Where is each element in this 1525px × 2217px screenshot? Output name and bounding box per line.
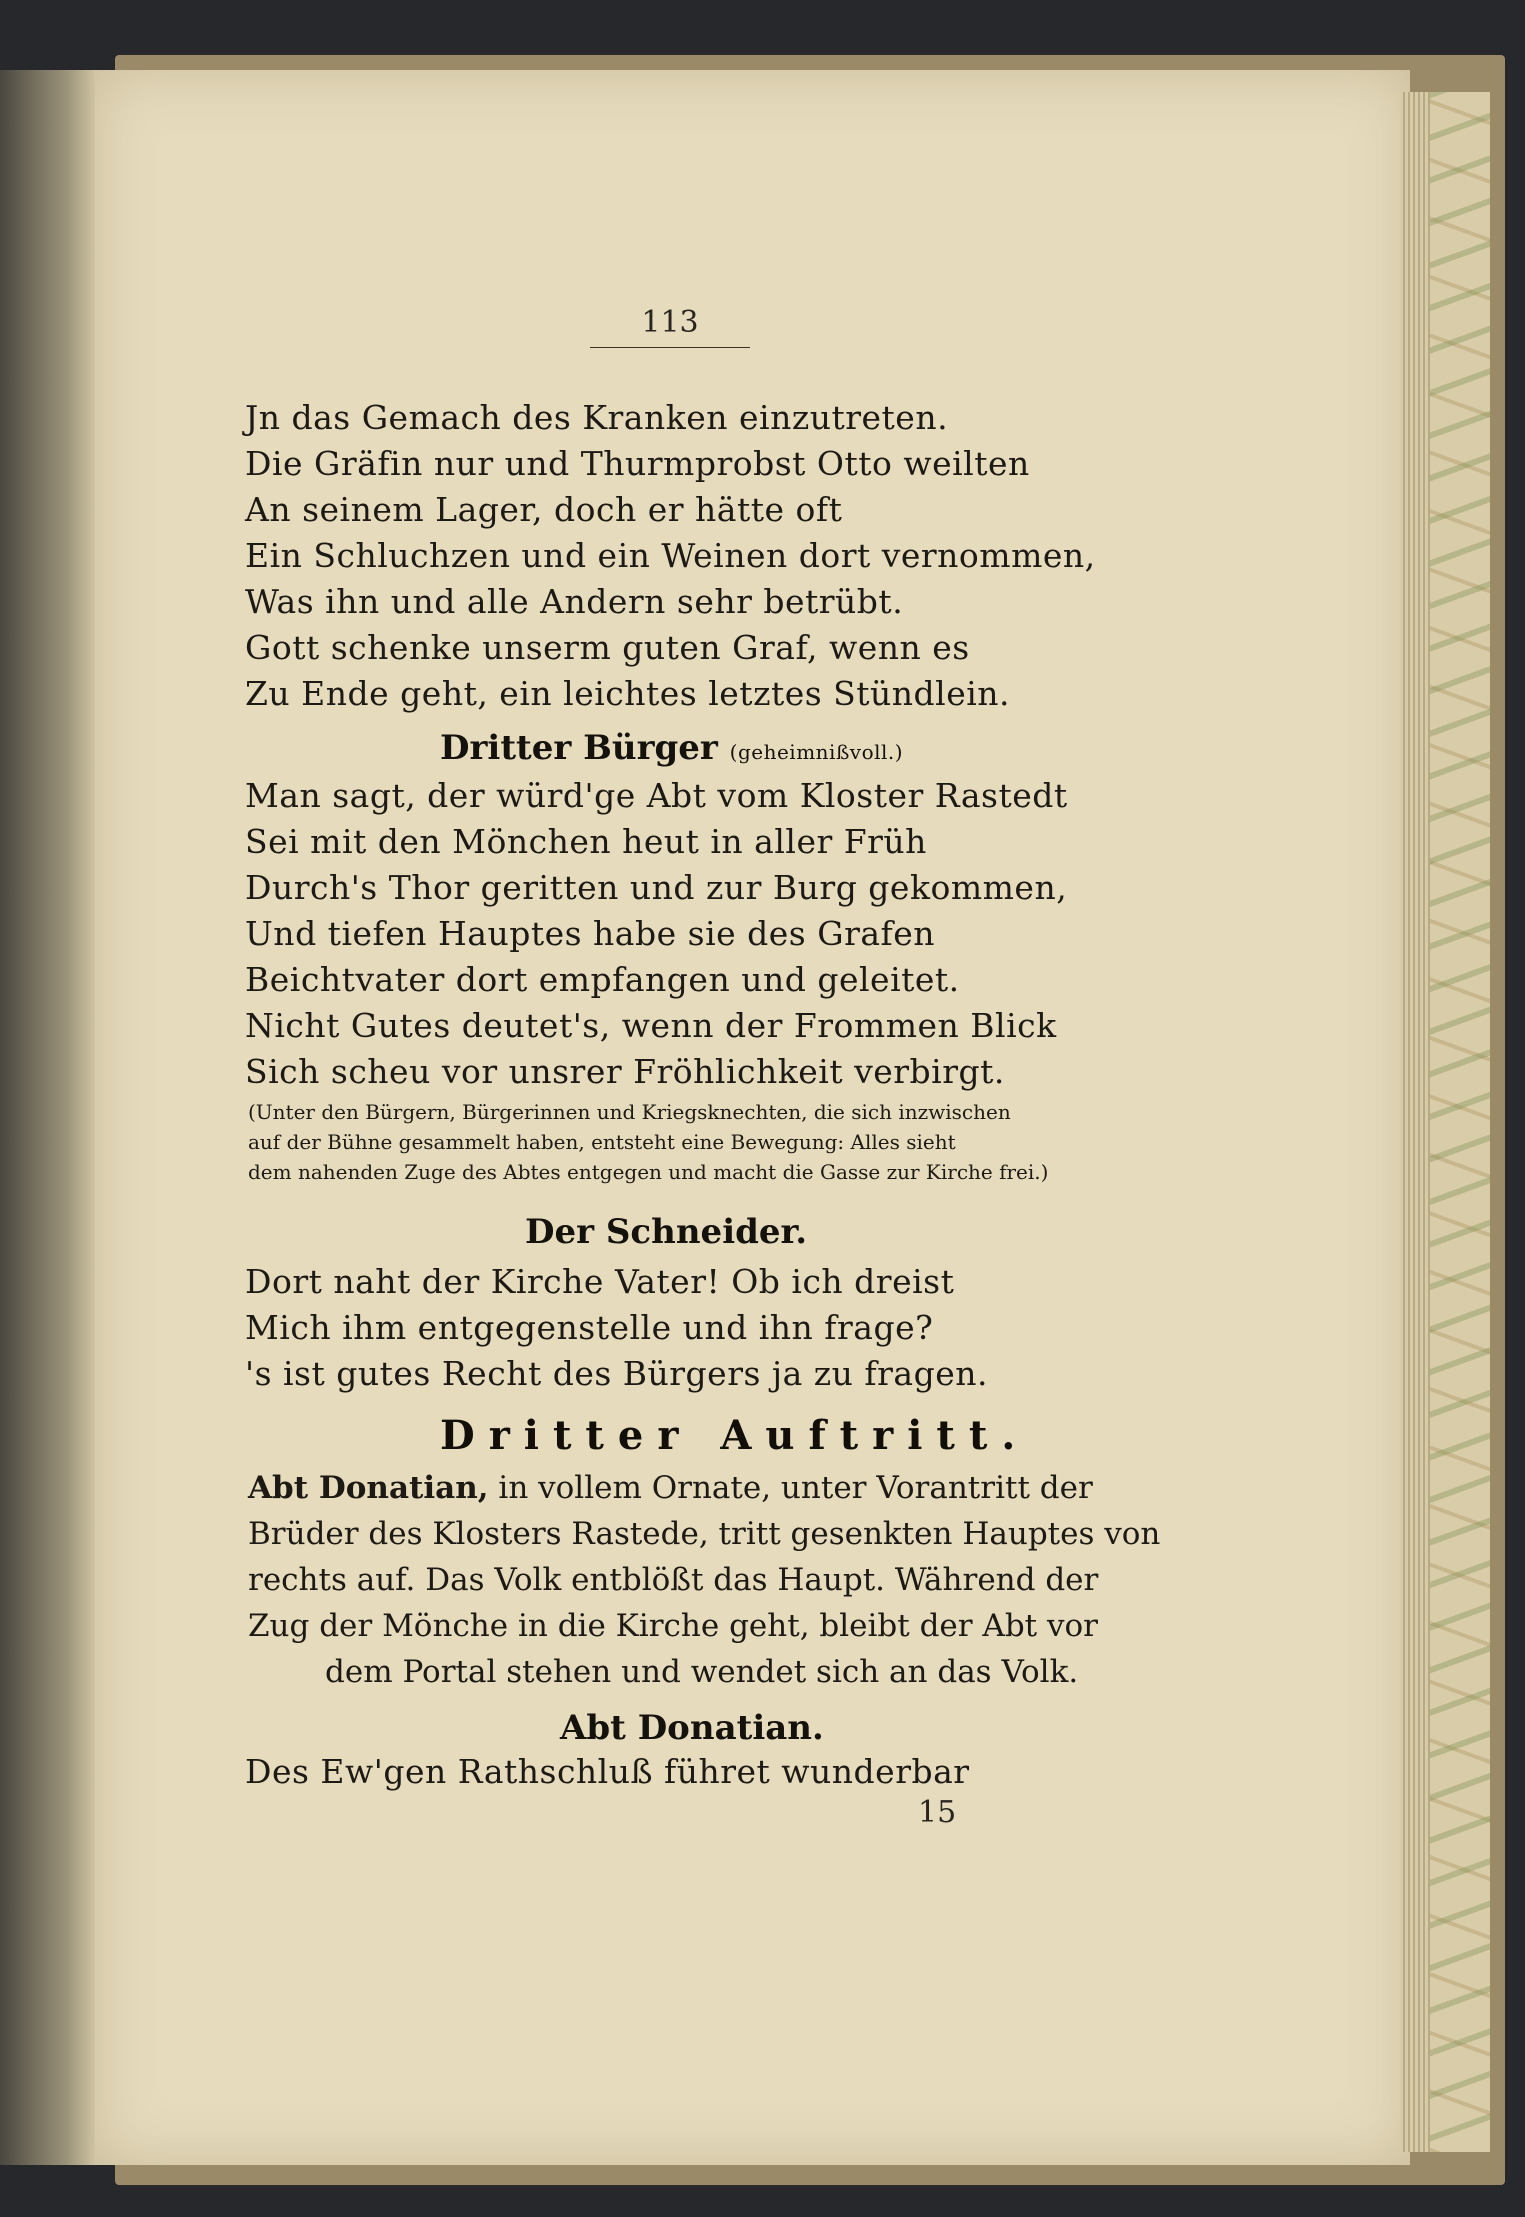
verse-line: Was ihn und alle Andern sehr betrübt. <box>245 582 904 621</box>
scene-description-line <box>248 1470 1093 1506</box>
scene-description-line: rechts auf. Das Volk entblößt das Haupt. Während der <box>248 1562 1099 1598</box>
verse-line: Und tiefen Hauptes habe sie des Grafen <box>245 914 936 953</box>
signature-mark: 15 <box>918 1795 957 1830</box>
stage-direction-line: (Unter den Bürgern, Bürgerinnen und Kriegsknechten, die sich inzwischen <box>248 1100 1011 1124</box>
speaker-name: Dritter Bürger <box>440 728 718 768</box>
scene-heading: Dritter Auftritt. <box>440 1412 1030 1459</box>
speaker-name: Der Schneider. <box>525 1212 808 1252</box>
verse-line: Gott schenke unserm guten Graf, wenn es <box>245 628 970 667</box>
verse-line: Man sagt, der würd'ge Abt vom Kloster Rastedt <box>245 776 1068 815</box>
binding-shadow <box>0 70 95 2165</box>
speaker-heading <box>560 1708 824 1748</box>
speaker-heading <box>525 1212 807 1252</box>
verse-line: Mich ihm entgegenstelle und ihn frage? <box>245 1308 934 1347</box>
page-number: 113 <box>641 305 699 340</box>
stage-direction-line: auf der Bühne gesammelt haben, entsteht eine Bewegung: Alles sieht <box>248 1130 956 1154</box>
scene-description-text: in vollem Ornate, unter Vorantritt der <box>488 1470 1093 1506</box>
stage-direction-line: dem nahenden Zuge des Abtes entgegen und macht die Gasse zur Kirche frei.) <box>248 1160 1049 1184</box>
speaker-aside: (geheimnißvoll.) <box>729 740 904 764</box>
verse-line: Sei mit den Mönchen heut in aller Früh <box>245 822 927 861</box>
verse-line: Die Gräfin nur und Thurmprobst Otto weilten <box>245 444 1030 483</box>
verse-line: Durch's Thor geritten und zur Burg gekommen, <box>245 868 1068 907</box>
scene-description-line: dem Portal stehen und wendet sich an das Volk. <box>325 1654 1079 1690</box>
verse-line: An seinem Lager, doch er hätte oft <box>245 490 843 529</box>
verse-line: Jn das Gemach des Kranken einzutreten. <box>245 398 949 437</box>
page-edges <box>1400 92 1430 2152</box>
page-number-rule <box>590 347 750 348</box>
verse-line: Sich scheu vor unsrer Fröhlichkeit verbirgt. <box>245 1052 1005 1091</box>
verse-line: Ein Schluchzen und ein Weinen dort vernommen, <box>245 536 1096 575</box>
verse-line: Dort naht der Kirche Vater! Ob ich dreist <box>245 1262 955 1301</box>
speaker-heading <box>440 728 903 768</box>
scene-description-line: Zug der Mönche in die Kirche geht, bleibt der Abt vor <box>248 1608 1098 1644</box>
verse-line: 's ist gutes Recht des Bürgers ja zu fragen. <box>245 1354 988 1393</box>
decorative-vine-border <box>1430 92 1490 2152</box>
verse-line: Des Ew'gen Rathschluß führet wunderbar <box>245 1752 970 1791</box>
character-name: Abt Donatian, <box>248 1470 489 1506</box>
verse-line: Beichtvater dort empfangen und geleitet. <box>245 960 960 999</box>
verse-line: Zu Ende geht, ein leichtes letztes Stündlein. <box>245 674 1011 713</box>
verse-line: Nicht Gutes deutet's, wenn der Frommen Blick <box>245 1006 1057 1045</box>
scene-description-line: Brüder des Klosters Rastede, tritt gesenkten Hauptes von <box>248 1516 1161 1552</box>
speaker-name: Abt Donatian. <box>560 1708 824 1748</box>
